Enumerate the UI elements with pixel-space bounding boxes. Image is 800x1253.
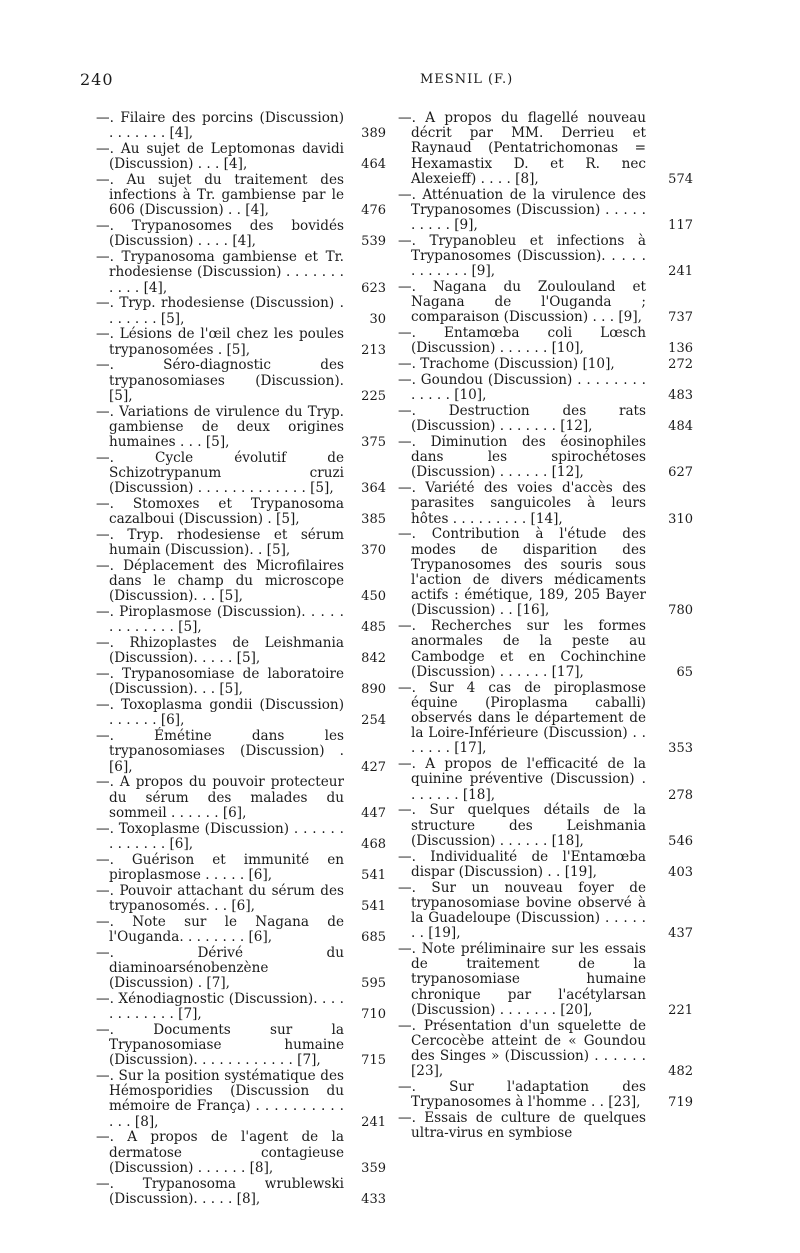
entry-text: —. Toxoplasme (Discussion) . . . . . . . . . . . . . [6],	[96, 820, 344, 852]
entry-page: 627	[668, 465, 693, 481]
entry-page: 483	[668, 388, 693, 404]
index-entry	[96, 1177, 386, 1207]
entry-page: 541	[361, 867, 386, 883]
entry-text: —. Déplacement des Microfilaires dans le champ du microscope (Discussion). . . [5],	[96, 558, 344, 605]
entry-text: —. Trypanosomiase de laboratoire (Discussion). . . [5],	[96, 666, 344, 698]
index-entry	[96, 358, 386, 404]
entry-page: 221	[668, 1002, 693, 1018]
entry-text: —. Émétine dans les trypanosomiases (Discussion) . [6],	[96, 728, 344, 775]
entry-text: —. Cycle évolutif de Schizotrypanum cruzi (Discussion) . . . . . . . . . . . . . [5],	[96, 449, 344, 497]
index-entry	[398, 357, 693, 372]
entry-page: 737	[668, 310, 693, 326]
entry-text: —. Trypanosoma gambiense et Tr. rhodesiense (Discussion) . . . . . . . . . . . [4],	[96, 249, 344, 296]
entry-text: —. Sur l'adaptation des Trypanosomes à l'homme . . [23],	[398, 1079, 646, 1111]
index-entry	[96, 884, 386, 914]
entry-text: —. Présentation d'un squelette de Cercocèbe atteint de « Goundou des Singes » (Discussion) . . . . . . [23],	[398, 1017, 646, 1080]
index-entry	[96, 528, 386, 558]
index-entry	[96, 775, 386, 821]
entry-text: —. Recherches sur les formes anormales de la peste au Cambodge et en Cochinchine (Discussion) . . . . . . [17],	[398, 618, 646, 680]
entry-page: 278	[668, 787, 693, 803]
entry-page: 484	[668, 419, 693, 435]
entry-page: 450	[361, 589, 386, 605]
entry-page: 685	[361, 929, 386, 945]
entry-text: —. A propos de l'agent de la dermatose contagieuse (Discussion) . . . . . . [8],	[96, 1129, 344, 1176]
index-entry	[398, 435, 693, 481]
index-entry	[398, 111, 693, 187]
index-entry	[398, 881, 693, 942]
index-entry	[96, 405, 386, 451]
entry-page: 370	[361, 543, 386, 559]
entry-page: 359	[361, 1160, 386, 1176]
entry-text: —. Note sur le Nagana de l'Ouganda. . . . . . . . [6],	[96, 913, 344, 945]
entry-text: —. Stomoxes et Trypanosoma cazalboui (Discussion) . [5],	[96, 496, 344, 528]
entry-text: —. Rhizoplastes de Leishmania (Discussion). . . . . [5],	[96, 635, 344, 667]
entry-text: —. Sur quelques détails de la structure des Leishmania (Discussion) . . . . . . [18],	[398, 802, 646, 849]
entry-text: —. A propos du flagellé nouveau décrit par MM. Derrieu et Raynaud (Pentatrichomonas = Hexamastix D. et R. nec Alexeieff) . . . . [8],	[398, 110, 646, 187]
entry-text: —. Au sujet du traitement des infections à Tr. gambiense par le 606 (Discussion) . . [4],	[96, 172, 344, 219]
index-entry	[96, 219, 386, 249]
index-entry	[96, 992, 386, 1022]
left-column	[96, 111, 386, 1208]
entry-text: —. Trachome (Discussion) [10],	[398, 356, 615, 373]
entry-text: —. Diminution des éosinophiles dans les spirochétoses (Discussion) . . . . . . [12],	[398, 434, 646, 481]
index-entry	[96, 111, 386, 141]
entry-text: —. Piroplasmose (Discussion). . . . . . . . . . . . . [5],	[96, 604, 344, 636]
entry-page: 433	[361, 1191, 386, 1207]
entry-page: 842	[361, 651, 386, 667]
entry-text: —. Individualité de l'Entamœba dispar (Discussion) . . [19],	[398, 848, 646, 880]
index-entry	[398, 404, 693, 434]
entry-page: 476	[361, 203, 386, 219]
entry-page: 890	[361, 682, 386, 698]
entry-page: 715	[361, 1053, 386, 1069]
entry-text: —. Sur un nouveau foyer de trypanosomiase bovine observé à la Guadeloupe (Discussion) . . . . . . . [19],	[398, 879, 646, 942]
index-entry	[398, 850, 693, 880]
entry-page: 780	[668, 603, 693, 619]
index-entry	[398, 1080, 693, 1110]
entry-text: —. Sur la position systématique des Hémosporidies (Discussion du mémoire de França) . . . . . . . . . . . . . [8],	[96, 1068, 344, 1130]
index-entry	[398, 481, 693, 527]
entry-page: 595	[361, 976, 386, 992]
entry-page: 482	[668, 1064, 693, 1080]
entry-text: —. Note préliminaire sur les essais de traitement de la trypanosomiase humaine chronique par l'acétylarsan (Discussion) . . . . . . . [20],	[398, 941, 646, 1018]
index-entry	[398, 757, 693, 803]
index-entry	[398, 942, 693, 1018]
index-entry	[96, 142, 386, 172]
entry-text: —. Tryp. rhodesiense et sérum humain (Discussion). . [5],	[96, 527, 344, 559]
page-number: 240	[80, 70, 114, 89]
index-entry	[398, 188, 693, 234]
entry-page: 719	[668, 1095, 693, 1111]
entry-page: 539	[361, 234, 386, 250]
index-entry	[398, 326, 693, 356]
entry-page: 225	[361, 388, 386, 404]
entry-text: —. Filaire des porcins (Discussion) . . . . . . . [4],	[96, 110, 344, 142]
entry-page: 364	[361, 481, 386, 497]
entry-text: —. Trypanosomes des bovidés (Discussion) . . . . [4],	[96, 218, 344, 250]
page-header	[80, 70, 720, 94]
entry-page: 375	[361, 435, 386, 451]
entry-page: 427	[361, 759, 386, 775]
index-entry	[96, 698, 386, 728]
entry-page: 65	[676, 664, 693, 680]
entry-page: 710	[361, 1007, 386, 1023]
entry-text: —. Xénodiagnostic (Discussion). . . . . . . . . . . . [7],	[96, 990, 344, 1023]
entry-page: 464	[361, 157, 386, 173]
entry-text: —. Toxoplasma gondii (Discussion) . . . . . . [6],	[96, 697, 344, 729]
entry-text: —. Nagana du Zoulouland et Nagana de l'Ouganda ; comparaison (Discussion) . . . [9],	[398, 279, 646, 326]
entry-text: —. A propos de l'efficacité de la quinine préventive (Discussion) . . . . . . . [18],	[398, 756, 646, 803]
index-entry	[96, 822, 386, 852]
entry-page: 447	[361, 805, 386, 821]
index-entry	[398, 619, 693, 680]
entry-page: 389	[361, 126, 386, 142]
entry-text: —. Documents sur la Trypanosomiase humaine (Discussion). . . . . . . . . . . . [7],	[96, 1021, 344, 1069]
index-entry	[398, 803, 693, 849]
entry-page: 241	[668, 264, 693, 280]
entry-page: 468	[361, 836, 386, 852]
index-entry	[96, 729, 386, 775]
index-entry	[398, 1111, 693, 1141]
entry-page: 30	[369, 311, 386, 327]
index-entry	[96, 173, 386, 219]
entry-text: —. Dérivé du diaminoarsénobenzène (Discussion) . [7],	[96, 944, 344, 992]
index-entry	[96, 915, 386, 945]
entry-text: —. Pouvoir attachant du sérum des trypanosomés. . . [6],	[96, 882, 344, 914]
index-entry	[96, 946, 386, 992]
running-title: MESNIL (F.)	[420, 72, 514, 87]
index-entry	[96, 1069, 386, 1130]
entry-text: —. Variété des voies d'accès des parasites sanguicoles à leurs hôtes . . . . . . . . . [14],	[398, 480, 646, 527]
entry-text: —. Sur 4 cas de piroplasmose équine (Piroplasma caballi) observés dans le département de la Loire-Inférieure (Discussion) . . . . . . . [17],	[398, 679, 646, 757]
entry-page: 353	[668, 741, 693, 757]
index-entry	[96, 296, 386, 326]
entry-text: —. Guérison et immunité en piroplasmose . . . . . [6],	[96, 851, 344, 883]
entry-page: 310	[668, 511, 693, 527]
entry-text: —. A propos du pouvoir protecteur du sérum des malades du sommeil . . . . . . [6],	[96, 774, 344, 821]
entry-page: 437	[668, 926, 693, 942]
entry-text: —. Trypanobleu et infections à Trypanosomes (Discussion). . . . . . . . . . . . [9],	[398, 232, 646, 280]
index-entry	[398, 280, 693, 326]
entry-page: 546	[668, 833, 693, 849]
entry-page: 623	[361, 280, 386, 296]
index-entry	[96, 250, 386, 296]
index-entry	[96, 853, 386, 883]
entry-text: —. Au sujet de Leptomonas davidi (Discussion) . . . [4],	[96, 141, 344, 173]
index-entry	[398, 234, 693, 280]
entry-text: —. Essais de culture de quelques ultra-virus en symbiose	[398, 1110, 646, 1142]
index-entry	[398, 373, 693, 403]
entry-text: —. Atténuation de la virulence des Trypanosomes (Discussion) . . . . . . . . . . [9],	[398, 186, 646, 234]
entry-text: —. Entamœba coli Lœsch (Discussion) . . . . . . [10],	[398, 325, 646, 357]
entry-page: 136	[668, 341, 693, 357]
index-entry	[96, 1130, 386, 1176]
index-entry	[96, 636, 386, 666]
index-entry	[96, 605, 386, 635]
index-entry	[398, 527, 693, 618]
index-entry	[398, 1019, 693, 1080]
entry-text: —. Lésions de l'œil chez les poules trypanosomées . [5],	[96, 326, 344, 358]
entry-text: —. Destruction des rats (Discussion) . . . . . . . [12],	[398, 403, 646, 435]
index-entry	[96, 451, 386, 497]
entry-text: —. Tryp. rhodesiense (Discussion) . . . . . . . [5],	[96, 295, 344, 327]
index-entry	[96, 327, 386, 357]
entry-text: —. Séro-diagnostic des trypanosomiases (Discussion). [5],	[96, 357, 344, 404]
entry-text: —. Goundou (Discussion) . . . . . . . . . . . . . [10],	[398, 372, 646, 404]
index-entry	[96, 559, 386, 605]
entry-page: 272	[668, 357, 693, 373]
index-entry	[96, 667, 386, 697]
entry-text: —. Trypanosoma wrublewski (Discussion). . . . . [8],	[96, 1175, 344, 1207]
index-entry	[398, 681, 693, 757]
index-entry	[96, 1023, 386, 1069]
entry-page: 117	[668, 218, 693, 234]
entry-page: 213	[361, 342, 386, 358]
entry-page: 241	[361, 1114, 386, 1130]
entry-page: 385	[361, 512, 386, 528]
right-column	[398, 111, 693, 1142]
entry-text: —. Contribution à l'étude des modes de disparition des Trypanosomes des souris sous l'action de divers médicaments actifs : émétique, 189, 205 Bayer (Discussion) . . [16],	[398, 526, 646, 619]
entry-page: 403	[668, 864, 693, 880]
entry-page: 485	[361, 620, 386, 636]
entry-page: 574	[668, 171, 693, 187]
entry-page: 541	[361, 898, 386, 914]
entry-text: —. Variations de virulence du Tryp. gambiense de deux origines humaines . . . [5],	[96, 403, 344, 451]
entry-page: 254	[361, 713, 386, 729]
index-entry	[96, 497, 386, 527]
